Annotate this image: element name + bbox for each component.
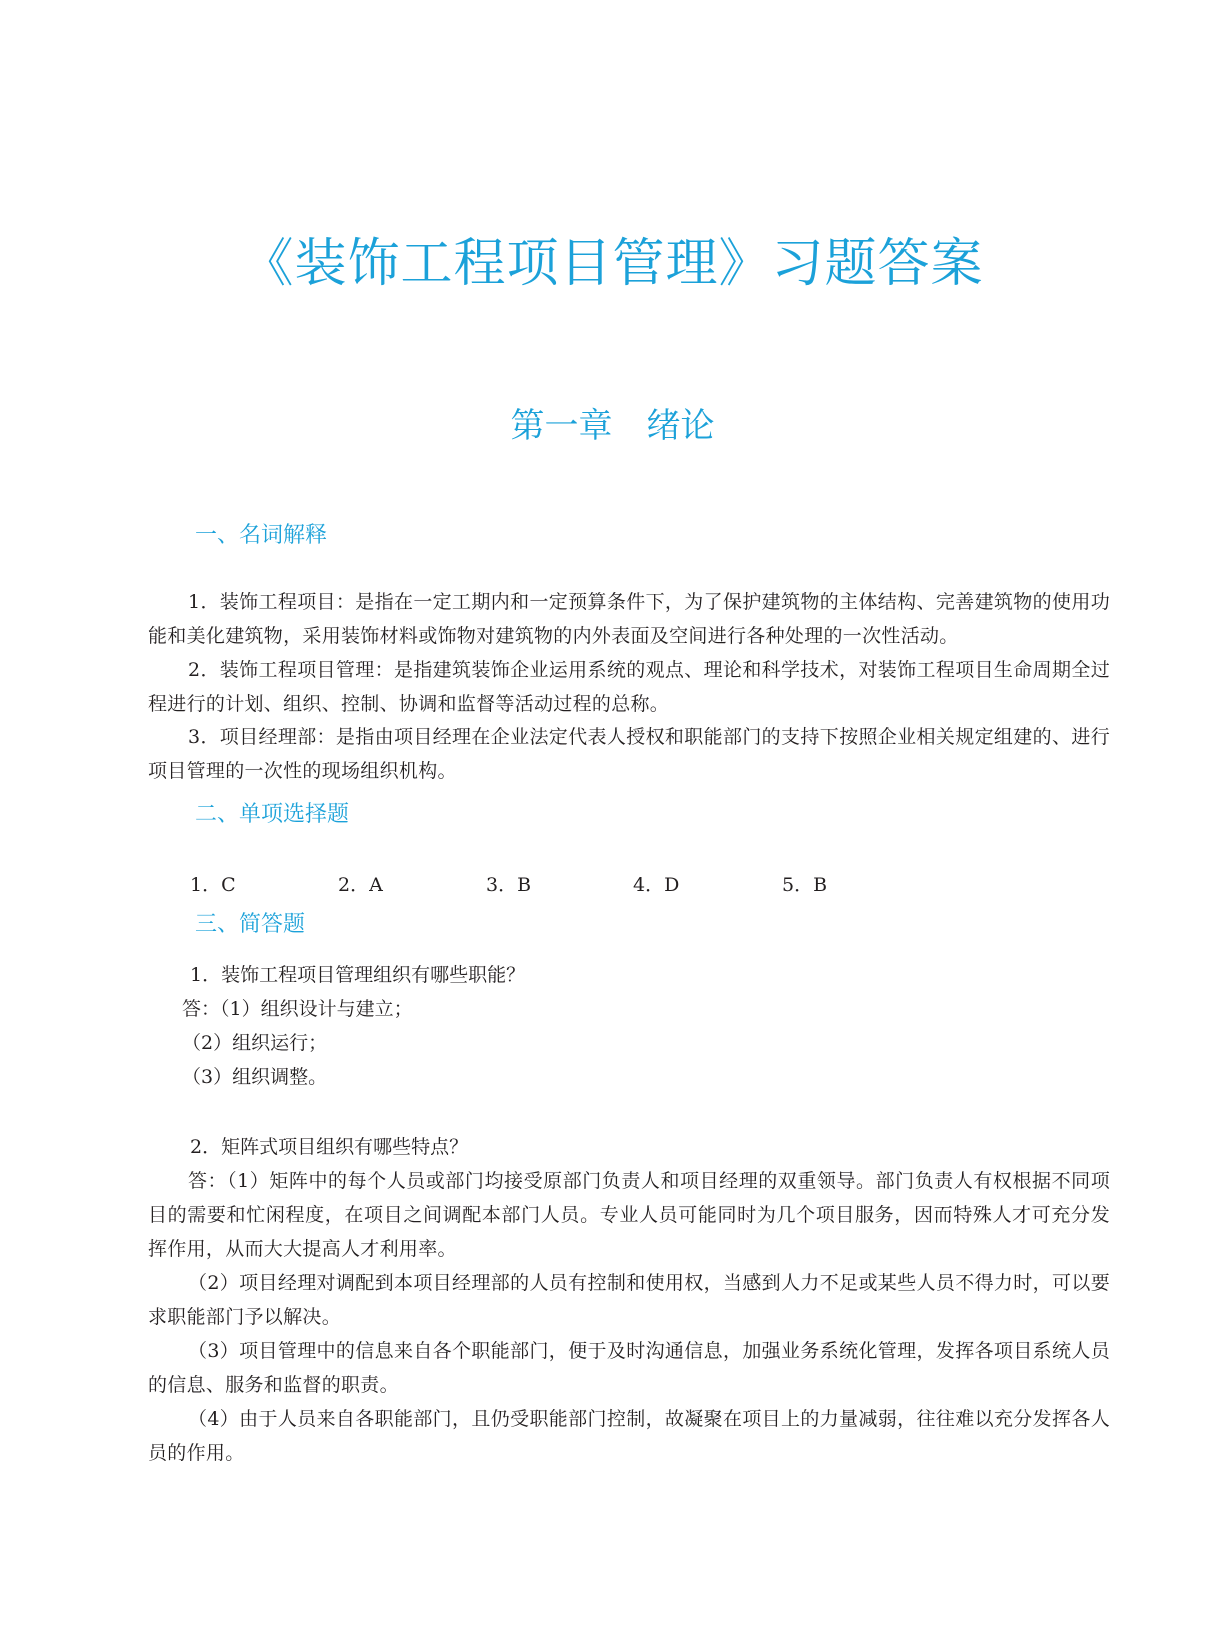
choice-answer: 3．B xyxy=(486,874,532,896)
term-definition: 1．装饰工程项目：是指在一定工期内和一定预算条件下，为了保护建筑物的主体结构、完善建筑物的使用功能和美化建筑物，采用装饰材料或饰物对建筑物的内外表面及空间进行各种处理的一次性活动。 xyxy=(148,591,1110,647)
answer-paragraph: （2）项目经理对调配到本项目经理部的人员有控制和使用权，当感到人力不足或某些人员不得力时，可以要求职能部门予以解决。 xyxy=(148,1272,1110,1328)
section-heading-short-answer: 三、简答题 xyxy=(195,912,306,937)
question-2: 2．矩阵式项目组织有哪些特点？ xyxy=(190,1136,469,1158)
answer-paragraph: 答：（1）矩阵中的每个人员或部门均接受原部门负责人和项目经理的双重领导。部门负责人有权根据不同项目的需要和忙闲程度，在项目之间调配本部门人员。专业人员可能同时为几个项目服务，因而特殊人才可充分发挥作用，从而大大提高人才利用率。 xyxy=(148,1170,1110,1260)
term-definition: 3．项目经理部：是指由项目经理在企业法定代表人授权和职能部门的支持下按照企业相关规定组建的、进行项目管理的一次性的现场组织机构。 xyxy=(148,726,1110,782)
choice-answer: 1．C xyxy=(190,874,236,896)
question-1: 1．装饰工程项目管理组织有哪些职能？ xyxy=(190,964,526,986)
answer-line: 答：（1）组织设计与建立； xyxy=(182,998,413,1020)
document-title: 《装饰工程项目管理》习题答案 xyxy=(241,234,984,294)
choice-answers xyxy=(190,868,890,902)
choice-answer: 5．B xyxy=(782,874,828,896)
chapter-heading: 第一章 绪论 xyxy=(510,406,715,446)
section-heading-choice: 二、单项选择题 xyxy=(195,802,350,827)
choice-answer: 4．D xyxy=(633,874,680,896)
answer-line: （2）组织运行； xyxy=(182,1032,328,1054)
answer-paragraph: （3）项目管理中的信息来自各个职能部门，便于及时沟通信息，加强业务系统化管理，发挥各项目系统人员的信息、服务和监督的职责。 xyxy=(148,1340,1110,1396)
section-heading-terms: 一、名词解释 xyxy=(195,523,328,548)
term-definition: 2．装饰工程项目管理：是指建筑装饰企业运用系统的观点、理论和科学技术，对装饰工程项目生命周期全过程进行的计划、组织、控制、协调和监督等活动过程的总称。 xyxy=(148,659,1110,715)
answer-line: （3）组织调整。 xyxy=(182,1066,328,1088)
choice-answer: 2．A xyxy=(338,874,383,896)
answer-paragraph: （4）由于人员来自各职能部门，且仍受职能部门控制，故凝聚在项目上的力量减弱，往往难以充分发挥各人员的作用。 xyxy=(148,1408,1110,1464)
